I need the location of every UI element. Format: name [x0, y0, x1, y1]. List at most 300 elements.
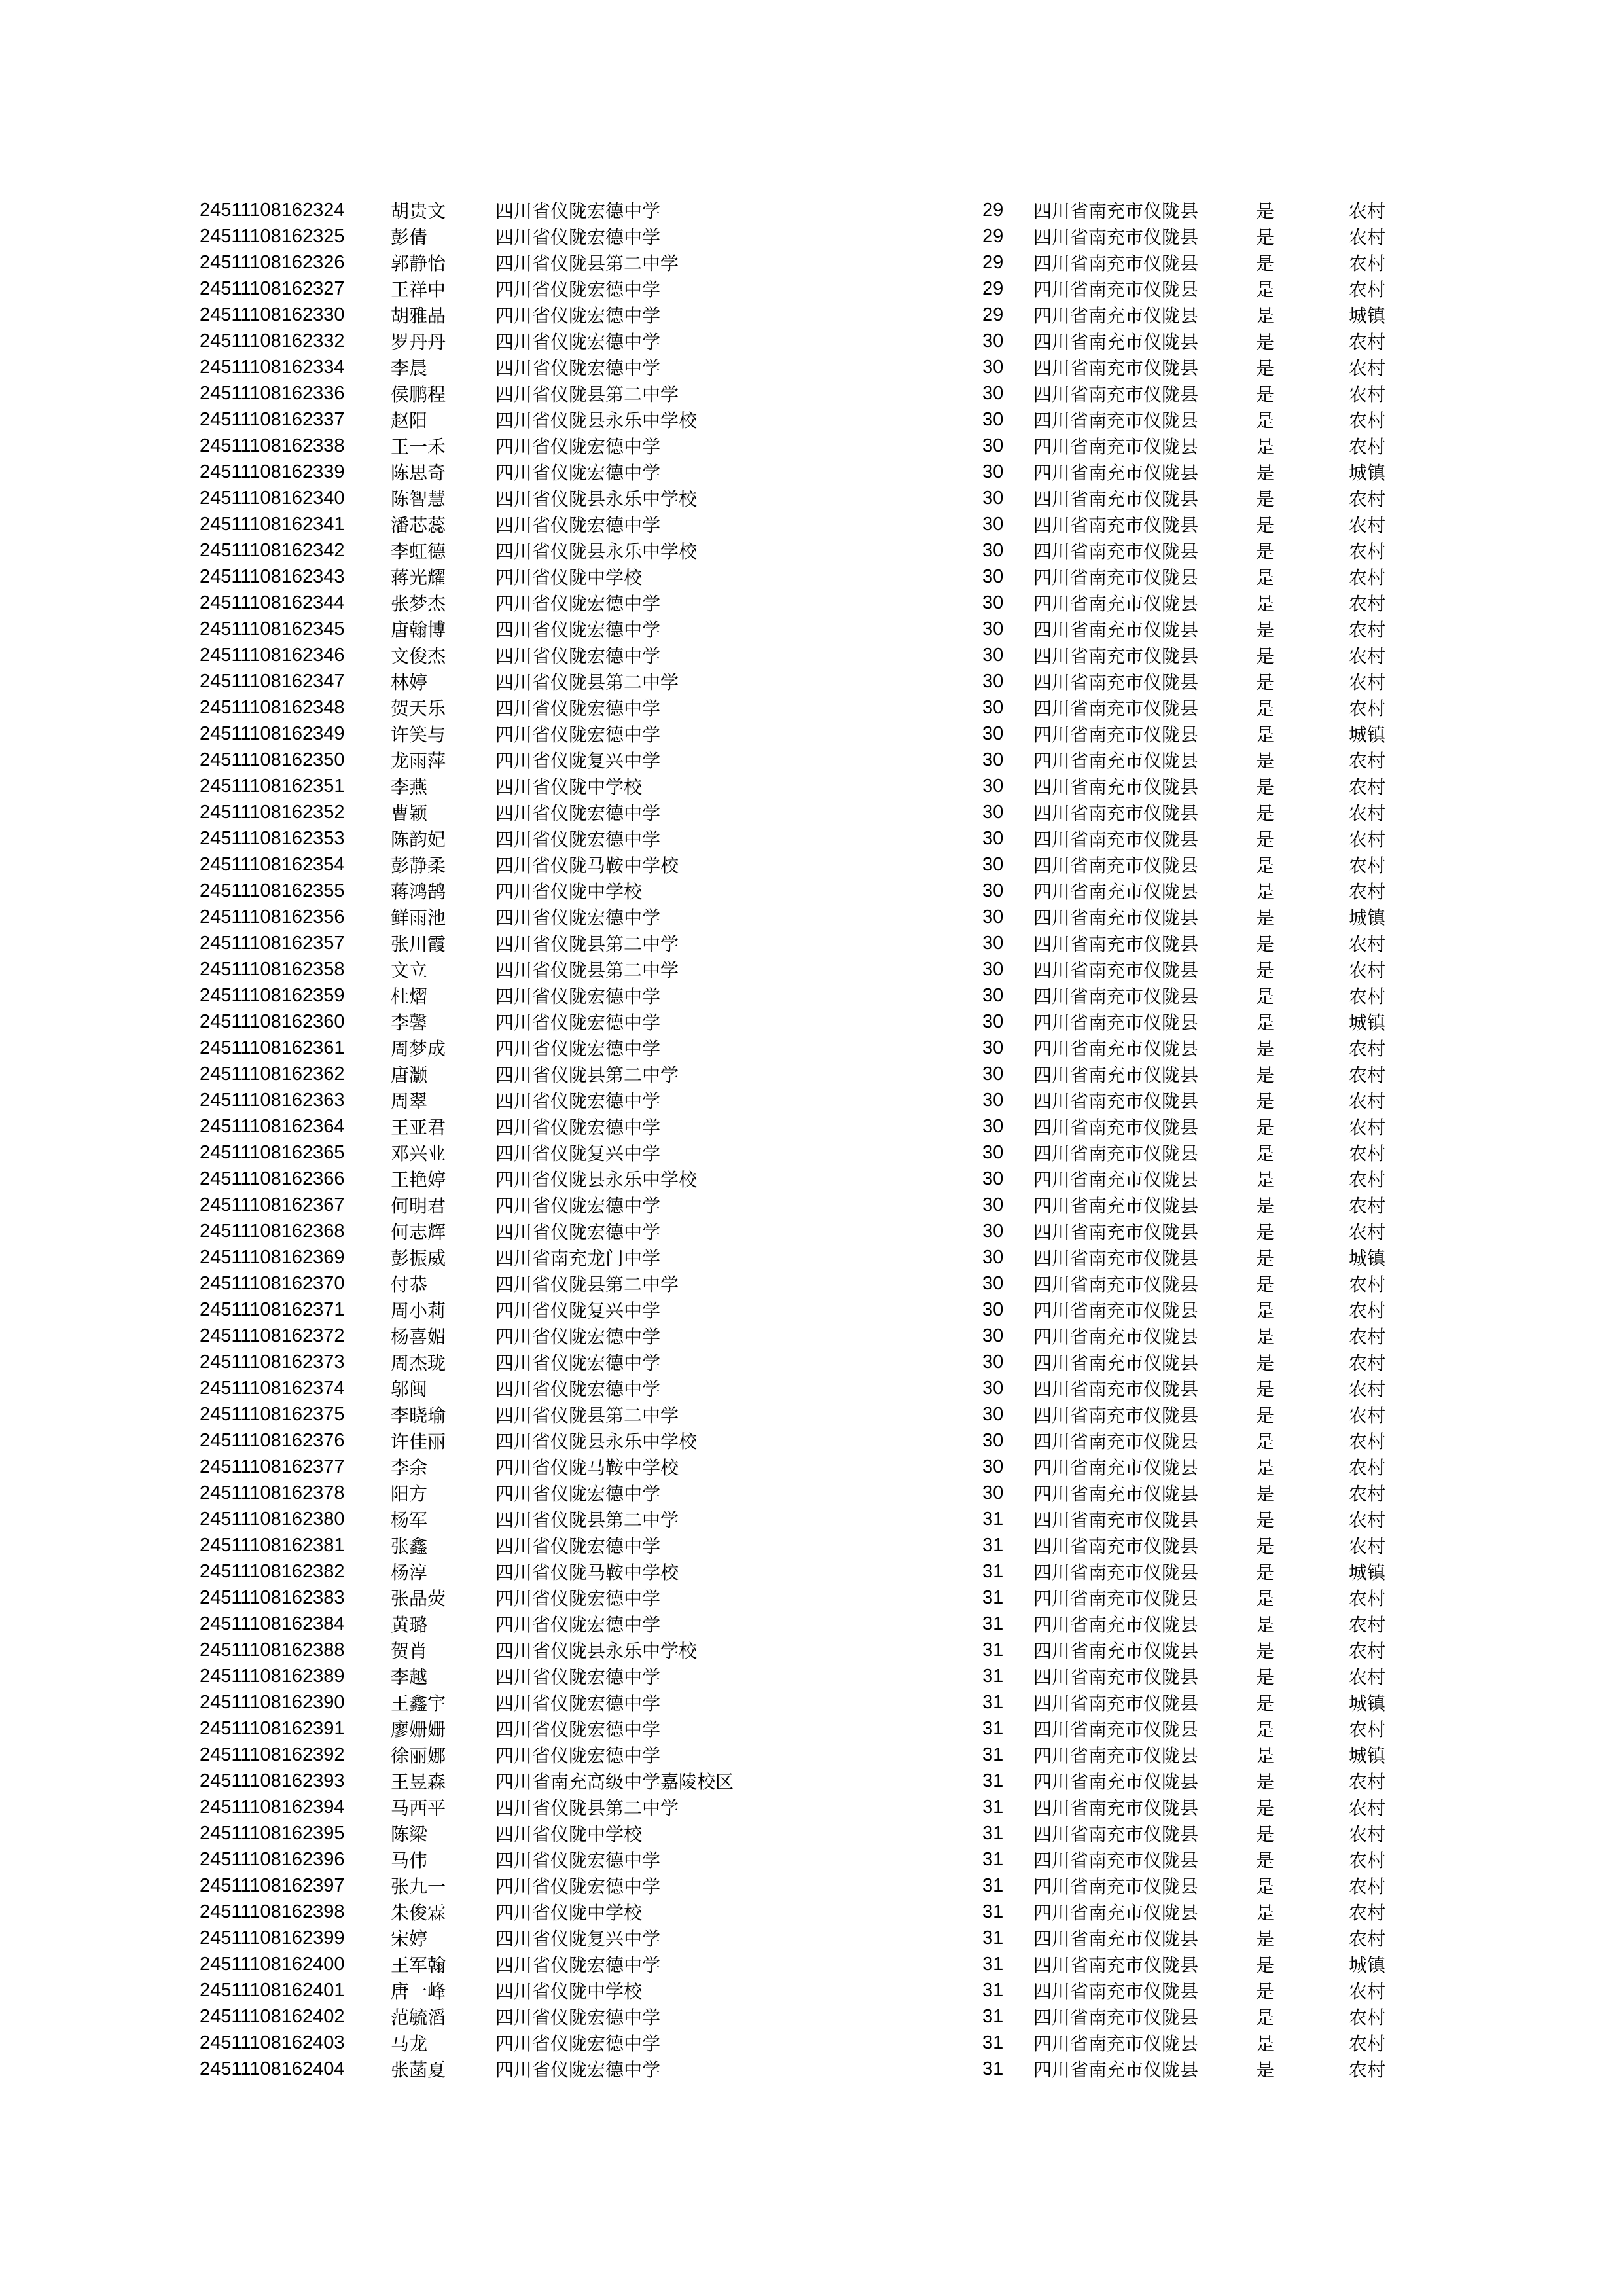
school-cell: 四川省仪陇宏德中学	[495, 305, 661, 327]
area-type-cell: 农村	[1349, 1666, 1386, 1688]
school-cell: 四川省仪陇县第二中学	[495, 960, 679, 981]
student-name-cell: 王艳婷	[391, 1169, 446, 1191]
exam-number-cell: 24511108162377	[200, 1456, 345, 1477]
student-name-cell: 张九一	[391, 1876, 446, 1897]
household-location-cell: 四川省南充市仪陇县	[1033, 1405, 1199, 1426]
school-cell: 四川省仪陇马鞍中学校	[495, 855, 679, 876]
household-location-cell: 四川省南充市仪陇县	[1033, 1326, 1199, 1348]
exam-number-cell: 24511108162343	[200, 565, 345, 587]
exam-number-cell: 24511108162355	[200, 880, 345, 901]
student-name-cell: 周翠	[391, 1090, 428, 1112]
exam-number-cell: 24511108162324	[200, 199, 345, 221]
score-cell: 30	[982, 906, 1004, 927]
household-location-cell: 四川省南充市仪陇县	[1033, 1195, 1199, 1217]
score-cell: 30	[982, 1377, 1004, 1399]
score-cell: 31	[982, 1587, 1004, 1608]
table-row	[200, 1951, 1417, 1977]
table-row	[200, 1035, 1417, 1061]
household-location-cell: 四川省南充市仪陇县	[1033, 567, 1199, 588]
score-cell: 30	[982, 1456, 1004, 1477]
table-row	[200, 956, 1417, 982]
score-cell: 30	[982, 1220, 1004, 1242]
student-name-cell: 马伟	[391, 1850, 428, 1871]
student-name-cell: 唐一峰	[391, 1981, 446, 2002]
exam-number-cell: 24511108162394	[200, 1796, 345, 1818]
score-cell: 29	[982, 278, 1004, 299]
household-location-cell: 四川省南充市仪陇县	[1033, 1719, 1199, 1740]
score-cell: 30	[982, 723, 1004, 744]
score-cell: 30	[982, 1429, 1004, 1451]
eligibility-flag-cell: 是	[1256, 1090, 1275, 1112]
area-type-cell: 农村	[1349, 1378, 1386, 1400]
student-name-cell: 朱俊霖	[391, 1902, 446, 1924]
eligibility-flag-cell: 是	[1256, 305, 1275, 327]
exam-number-cell: 24511108162358	[200, 958, 345, 980]
exam-number-cell: 24511108162371	[200, 1299, 345, 1320]
table-row	[200, 249, 1417, 276]
school-cell: 四川省仪陇马鞍中学校	[495, 1457, 679, 1479]
student-name-cell: 王一禾	[391, 436, 446, 457]
area-type-cell: 农村	[1349, 1981, 1386, 2002]
table-row	[200, 1270, 1417, 1297]
exam-number-cell: 24511108162381	[200, 1534, 345, 1556]
area-type-cell: 农村	[1349, 1169, 1386, 1191]
exam-number-cell: 24511108162373	[200, 1351, 345, 1372]
household-location-cell: 四川省南充市仪陇县	[1033, 1143, 1199, 1164]
household-location-cell: 四川省南充市仪陇县	[1033, 1117, 1199, 1138]
student-name-cell: 王军翰	[391, 1954, 446, 1976]
exam-number-cell: 24511108162372	[200, 1325, 345, 1346]
household-location-cell: 四川省南充市仪陇县	[1033, 279, 1199, 300]
score-cell: 30	[982, 1115, 1004, 1137]
household-location-cell: 四川省南充市仪陇县	[1033, 1640, 1199, 1662]
student-name-cell: 范毓滔	[391, 2007, 446, 2028]
household-location-cell: 四川省南充市仪陇县	[1033, 1588, 1199, 1609]
table-row	[200, 1401, 1417, 1427]
student-name-cell: 文俊杰	[391, 645, 446, 667]
area-type-cell: 农村	[1349, 514, 1386, 536]
area-type-cell: 农村	[1349, 1195, 1386, 1217]
area-type-cell: 城镇	[1349, 1954, 1386, 1976]
table-row	[200, 1637, 1417, 1663]
table-row	[200, 878, 1417, 904]
exam-number-cell: 24511108162350	[200, 749, 345, 770]
school-cell: 四川省仪陇县永乐中学校	[495, 488, 698, 510]
table-row	[200, 852, 1417, 878]
eligibility-flag-cell: 是	[1256, 776, 1275, 798]
school-cell: 四川省仪陇宏德中学	[495, 1326, 661, 1348]
exam-number-cell: 24511108162391	[200, 1717, 345, 1739]
eligibility-flag-cell: 是	[1256, 1169, 1275, 1191]
eligibility-flag-cell: 是	[1256, 1300, 1275, 1321]
area-type-cell: 城镇	[1349, 462, 1386, 484]
score-cell: 30	[982, 1272, 1004, 1294]
area-type-cell: 农村	[1349, 645, 1386, 667]
school-cell: 四川省仪陇宏德中学	[495, 1954, 661, 1976]
exam-number-cell: 24511108162354	[200, 853, 345, 875]
area-type-cell: 农村	[1349, 1457, 1386, 1479]
student-name-cell: 唐翰博	[391, 619, 446, 641]
school-cell: 四川省仪陇县第二中学	[495, 672, 679, 693]
area-type-cell: 农村	[1349, 1117, 1386, 1138]
exam-number-cell: 24511108162396	[200, 1848, 345, 1870]
exam-number-cell: 24511108162382	[200, 1560, 345, 1582]
school-cell: 四川省仪陇县永乐中学校	[495, 1640, 698, 1662]
table-row	[200, 1585, 1417, 1611]
exam-number-cell: 24511108162401	[200, 1979, 345, 2001]
score-cell: 31	[982, 1744, 1004, 1765]
score-cell: 30	[982, 984, 1004, 1006]
area-type-cell: 农村	[1349, 776, 1386, 798]
household-location-cell: 四川省南充市仪陇县	[1033, 1771, 1199, 1793]
school-cell: 四川省仪陇中学校	[495, 1981, 643, 2002]
student-name-cell: 李虹德	[391, 541, 446, 562]
exam-number-cell: 24511108162389	[200, 1665, 345, 1687]
eligibility-flag-cell: 是	[1256, 488, 1275, 510]
exam-number-cell: 24511108162393	[200, 1770, 345, 1791]
table-row	[200, 1820, 1417, 1846]
student-name-cell: 宋婷	[391, 1928, 428, 1950]
school-cell: 四川省仪陇宏德中学	[495, 724, 661, 745]
score-cell: 30	[982, 958, 1004, 980]
score-cell: 31	[982, 1848, 1004, 1870]
exam-number-cell: 24511108162339	[200, 461, 345, 482]
eligibility-flag-cell: 是	[1256, 1823, 1275, 1845]
table-row	[200, 1689, 1417, 1715]
exam-number-cell: 24511108162330	[200, 304, 345, 325]
score-cell: 30	[982, 1037, 1004, 1058]
student-name-cell: 李燕	[391, 776, 428, 798]
eligibility-flag-cell: 是	[1256, 855, 1275, 876]
eligibility-flag-cell: 是	[1256, 1666, 1275, 1688]
student-name-cell: 陈智慧	[391, 488, 446, 510]
score-cell: 31	[982, 1665, 1004, 1687]
eligibility-flag-cell: 是	[1256, 1509, 1275, 1531]
school-cell: 四川省仪陇宏德中学	[495, 2059, 661, 2081]
table-row	[200, 1454, 1417, 1480]
eligibility-flag-cell: 是	[1256, 750, 1275, 772]
household-location-cell: 四川省南充市仪陇县	[1033, 881, 1199, 903]
area-type-cell: 农村	[1349, 1509, 1386, 1531]
school-cell: 四川省仪陇宏德中学	[495, 829, 661, 850]
score-cell: 30	[982, 513, 1004, 535]
eligibility-flag-cell: 是	[1256, 1797, 1275, 1819]
eligibility-flag-cell: 是	[1256, 279, 1275, 300]
eligibility-flag-cell: 是	[1256, 1771, 1275, 1793]
school-cell: 四川省仪陇宏德中学	[495, 907, 661, 929]
student-name-cell: 何明君	[391, 1195, 446, 1217]
table-row	[200, 1532, 1417, 1558]
student-name-cell: 黄璐	[391, 1614, 428, 1636]
exam-number-cell: 24511108162361	[200, 1037, 345, 1058]
household-location-cell: 四川省南充市仪陇县	[1033, 1247, 1199, 1269]
table-row	[200, 1663, 1417, 1689]
school-cell: 四川省仪陇宏德中学	[495, 1090, 661, 1112]
table-row	[200, 406, 1417, 433]
exam-number-cell: 24511108162376	[200, 1429, 345, 1451]
household-location-cell: 四川省南充市仪陇县	[1033, 829, 1199, 850]
eligibility-flag-cell: 是	[1256, 1954, 1275, 1976]
student-name-cell: 陈思奇	[391, 462, 446, 484]
student-name-cell: 杨军	[391, 1509, 428, 1531]
student-name-cell: 杨淳	[391, 1562, 428, 1583]
table-row	[200, 1873, 1417, 1899]
table-row	[200, 1977, 1417, 2003]
student-name-cell: 林婷	[391, 672, 428, 693]
exam-number-cell: 24511108162395	[200, 1822, 345, 1844]
household-location-cell: 四川省南充市仪陇县	[1033, 1902, 1199, 1924]
eligibility-flag-cell: 是	[1256, 933, 1275, 955]
score-cell: 30	[982, 1194, 1004, 1215]
exam-number-cell: 24511108162326	[200, 251, 345, 273]
student-name-cell: 赵阳	[391, 410, 428, 431]
area-type-cell: 农村	[1349, 933, 1386, 955]
student-name-cell: 李晨	[391, 357, 428, 379]
eligibility-flag-cell: 是	[1256, 881, 1275, 903]
household-location-cell: 四川省南充市仪陇县	[1033, 1535, 1199, 1557]
score-cell: 30	[982, 644, 1004, 666]
eligibility-flag-cell: 是	[1256, 1117, 1275, 1138]
household-location-cell: 四川省南充市仪陇县	[1033, 1954, 1199, 1976]
area-type-cell: 农村	[1349, 253, 1386, 274]
table-row	[200, 485, 1417, 511]
exam-number-cell: 24511108162357	[200, 932, 345, 954]
area-type-cell: 农村	[1349, 619, 1386, 641]
household-location-cell: 四川省南充市仪陇县	[1033, 1431, 1199, 1452]
area-type-cell: 农村	[1349, 855, 1386, 876]
school-cell: 四川省仪陇宏德中学	[495, 1195, 661, 1217]
exam-number-cell: 24511108162327	[200, 278, 345, 299]
exam-number-cell: 24511108162375	[200, 1403, 345, 1425]
exam-number-cell: 24511108162347	[200, 670, 345, 692]
area-type-cell: 农村	[1349, 2059, 1386, 2081]
school-cell: 四川省仪陇复兴中学	[495, 750, 661, 772]
score-cell: 30	[982, 1325, 1004, 1346]
school-cell: 四川省仪陇中学校	[495, 1902, 643, 1924]
school-cell: 四川省仪陇宏德中学	[495, 1614, 661, 1636]
score-cell: 30	[982, 749, 1004, 770]
school-cell: 四川省仪陇宏德中学	[495, 645, 661, 667]
eligibility-flag-cell: 是	[1256, 698, 1275, 719]
student-name-cell: 李馨	[391, 1012, 428, 1033]
area-type-cell: 农村	[1349, 1326, 1386, 1348]
area-type-cell: 城镇	[1349, 305, 1386, 327]
exam-number-cell: 24511108162338	[200, 435, 345, 456]
student-name-cell: 李越	[391, 1666, 428, 1688]
student-name-cell: 蒋光耀	[391, 567, 446, 588]
school-cell: 四川省仪陇宏德中学	[495, 593, 661, 615]
exam-number-cell: 24511108162383	[200, 1587, 345, 1608]
table-row	[200, 2030, 1417, 2056]
eligibility-flag-cell: 是	[1256, 1038, 1275, 1060]
exam-number-cell: 24511108162337	[200, 408, 345, 430]
eligibility-flag-cell: 是	[1256, 1457, 1275, 1479]
school-cell: 四川省仪陇县第二中学	[495, 1064, 679, 1086]
household-location-cell: 四川省南充市仪陇县	[1033, 1012, 1199, 1033]
exam-number-cell: 24511108162402	[200, 2005, 345, 2027]
area-type-cell: 农村	[1349, 986, 1386, 1007]
school-cell: 四川省仪陇复兴中学	[495, 1143, 661, 1164]
area-type-cell: 农村	[1349, 1850, 1386, 1871]
eligibility-flag-cell: 是	[1256, 1221, 1275, 1243]
eligibility-flag-cell: 是	[1256, 253, 1275, 274]
score-cell: 31	[982, 1560, 1004, 1582]
exam-number-cell: 24511108162364	[200, 1115, 345, 1137]
student-name-cell: 付恭	[391, 1274, 428, 1295]
exam-number-cell: 24511108162344	[200, 592, 345, 613]
household-location-cell: 四川省南充市仪陇县	[1033, 2007, 1199, 2028]
student-name-cell: 张晶荧	[391, 1588, 446, 1609]
score-cell: 31	[982, 1953, 1004, 1975]
area-type-cell: 农村	[1349, 698, 1386, 719]
area-type-cell: 农村	[1349, 1719, 1386, 1740]
exam-number-cell: 24511108162390	[200, 1691, 345, 1713]
student-name-cell: 张川霞	[391, 933, 446, 955]
eligibility-flag-cell: 是	[1256, 1850, 1275, 1871]
eligibility-flag-cell: 是	[1256, 2007, 1275, 2028]
table-row	[200, 773, 1417, 799]
eligibility-flag-cell: 是	[1256, 1247, 1275, 1269]
score-cell: 31	[982, 1874, 1004, 1896]
household-location-cell: 四川省南充市仪陇县	[1033, 1457, 1199, 1479]
school-cell: 四川省仪陇县永乐中学校	[495, 1169, 698, 1191]
area-type-cell: 农村	[1349, 1797, 1386, 1819]
student-name-cell: 彭振威	[391, 1247, 446, 1269]
household-location-cell: 四川省南充市仪陇县	[1033, 1378, 1199, 1400]
exam-number-cell: 24511108162397	[200, 1874, 345, 1896]
exam-number-cell: 24511108162359	[200, 984, 345, 1006]
household-location-cell: 四川省南充市仪陇县	[1033, 907, 1199, 929]
score-cell: 29	[982, 304, 1004, 325]
area-type-cell: 城镇	[1349, 724, 1386, 745]
household-location-cell: 四川省南充市仪陇县	[1033, 1823, 1199, 1845]
exam-number-cell: 24511108162325	[200, 225, 345, 247]
exam-number-cell: 24511108162349	[200, 723, 345, 744]
exam-number-cell: 24511108162378	[200, 1482, 345, 1503]
household-location-cell: 四川省南充市仪陇县	[1033, 1038, 1199, 1060]
household-location-cell: 四川省南充市仪陇县	[1033, 226, 1199, 248]
school-cell: 四川省仪陇县第二中学	[495, 1405, 679, 1426]
student-name-cell: 杜熠	[391, 986, 428, 1007]
score-cell: 30	[982, 775, 1004, 797]
area-type-cell: 农村	[1349, 1038, 1386, 1060]
household-location-cell: 四川省南充市仪陇县	[1033, 1562, 1199, 1583]
student-name-cell: 胡贵文	[391, 200, 446, 222]
school-cell: 四川省仪陇宏德中学	[495, 1588, 661, 1609]
area-type-cell: 农村	[1349, 279, 1386, 300]
household-location-cell: 四川省南充市仪陇县	[1033, 253, 1199, 274]
household-location-cell: 四川省南充市仪陇县	[1033, 410, 1199, 431]
eligibility-flag-cell: 是	[1256, 724, 1275, 745]
school-cell: 四川省仪陇宏德中学	[495, 462, 661, 484]
eligibility-flag-cell: 是	[1256, 200, 1275, 222]
household-location-cell: 四川省南充市仪陇县	[1033, 1483, 1199, 1505]
eligibility-flag-cell: 是	[1256, 1195, 1275, 1217]
eligibility-flag-cell: 是	[1256, 1588, 1275, 1609]
area-type-cell: 农村	[1349, 384, 1386, 405]
household-location-cell: 四川省南充市仪陇县	[1033, 1745, 1199, 1767]
area-type-cell: 农村	[1349, 1640, 1386, 1662]
student-name-cell: 王亚君	[391, 1117, 446, 1138]
student-name-cell: 陈韵妃	[391, 829, 446, 850]
table-row	[200, 354, 1417, 380]
student-list-table	[200, 197, 1417, 2082]
student-name-cell: 贺天乐	[391, 698, 446, 719]
school-cell: 四川省仪陇复兴中学	[495, 1300, 661, 1321]
table-row	[200, 1899, 1417, 1925]
school-cell: 四川省仪陇县第二中学	[495, 1797, 679, 1819]
school-cell: 四川省仪陇宏德中学	[495, 1535, 661, 1557]
score-cell: 30	[982, 592, 1004, 613]
score-cell: 31	[982, 1822, 1004, 1844]
table-row	[200, 1925, 1417, 1951]
school-cell: 四川省仪陇宏德中学	[495, 1012, 661, 1033]
area-type-cell: 农村	[1349, 331, 1386, 353]
household-location-cell: 四川省南充市仪陇县	[1033, 1928, 1199, 1950]
score-cell: 30	[982, 1403, 1004, 1425]
school-cell: 四川省仪陇宏德中学	[495, 1038, 661, 1060]
household-location-cell: 四川省南充市仪陇县	[1033, 1169, 1199, 1191]
score-cell: 31	[982, 1508, 1004, 1530]
score-cell: 30	[982, 539, 1004, 561]
school-cell: 四川省仪陇宏德中学	[495, 226, 661, 248]
exam-number-cell: 24511108162351	[200, 775, 345, 797]
eligibility-flag-cell: 是	[1256, 410, 1275, 431]
eligibility-flag-cell: 是	[1256, 1143, 1275, 1164]
student-name-cell: 王昱森	[391, 1771, 446, 1793]
household-location-cell: 四川省南充市仪陇县	[1033, 1064, 1199, 1086]
student-name-cell: 侯鹏程	[391, 384, 446, 405]
school-cell: 四川省仪陇县第二中学	[495, 384, 679, 405]
school-cell: 四川省仪陇宏德中学	[495, 1876, 661, 1897]
table-row	[200, 747, 1417, 773]
area-type-cell: 农村	[1349, 1928, 1386, 1950]
student-name-cell: 彭倩	[391, 226, 428, 248]
student-name-cell: 李晓瑜	[391, 1405, 446, 1426]
household-location-cell: 四川省南充市仪陇县	[1033, 802, 1199, 824]
table-row	[200, 459, 1417, 485]
eligibility-flag-cell: 是	[1256, 1352, 1275, 1374]
household-location-cell: 四川省南充市仪陇县	[1033, 619, 1199, 641]
area-type-cell: 农村	[1349, 672, 1386, 693]
exam-number-cell: 24511108162398	[200, 1901, 345, 1922]
eligibility-flag-cell: 是	[1256, 960, 1275, 981]
household-location-cell: 四川省南充市仪陇县	[1033, 200, 1199, 222]
exam-number-cell: 24511108162346	[200, 644, 345, 666]
household-location-cell: 四川省南充市仪陇县	[1033, 1614, 1199, 1636]
school-cell: 四川省仪陇县永乐中学校	[495, 1431, 698, 1452]
area-type-cell: 农村	[1349, 750, 1386, 772]
exam-number-cell: 24511108162334	[200, 356, 345, 378]
table-row	[200, 276, 1417, 302]
exam-number-cell: 24511108162400	[200, 1953, 345, 1975]
school-cell: 四川省仪陇中学校	[495, 776, 643, 798]
eligibility-flag-cell: 是	[1256, 514, 1275, 536]
eligibility-flag-cell: 是	[1256, 829, 1275, 850]
area-type-cell: 农村	[1349, 1483, 1386, 1505]
student-name-cell: 彭静柔	[391, 855, 446, 876]
score-cell: 30	[982, 1141, 1004, 1163]
school-cell: 四川省仪陇宏德中学	[495, 1378, 661, 1400]
student-name-cell: 唐灏	[391, 1064, 428, 1086]
area-type-cell: 农村	[1349, 410, 1386, 431]
household-location-cell: 四川省南充市仪陇县	[1033, 1300, 1199, 1321]
area-type-cell: 农村	[1349, 960, 1386, 981]
student-name-cell: 阳方	[391, 1483, 428, 1505]
student-name-cell: 龙雨萍	[391, 750, 446, 772]
student-name-cell: 马龙	[391, 2033, 428, 2054]
area-type-cell: 农村	[1349, 1090, 1386, 1112]
